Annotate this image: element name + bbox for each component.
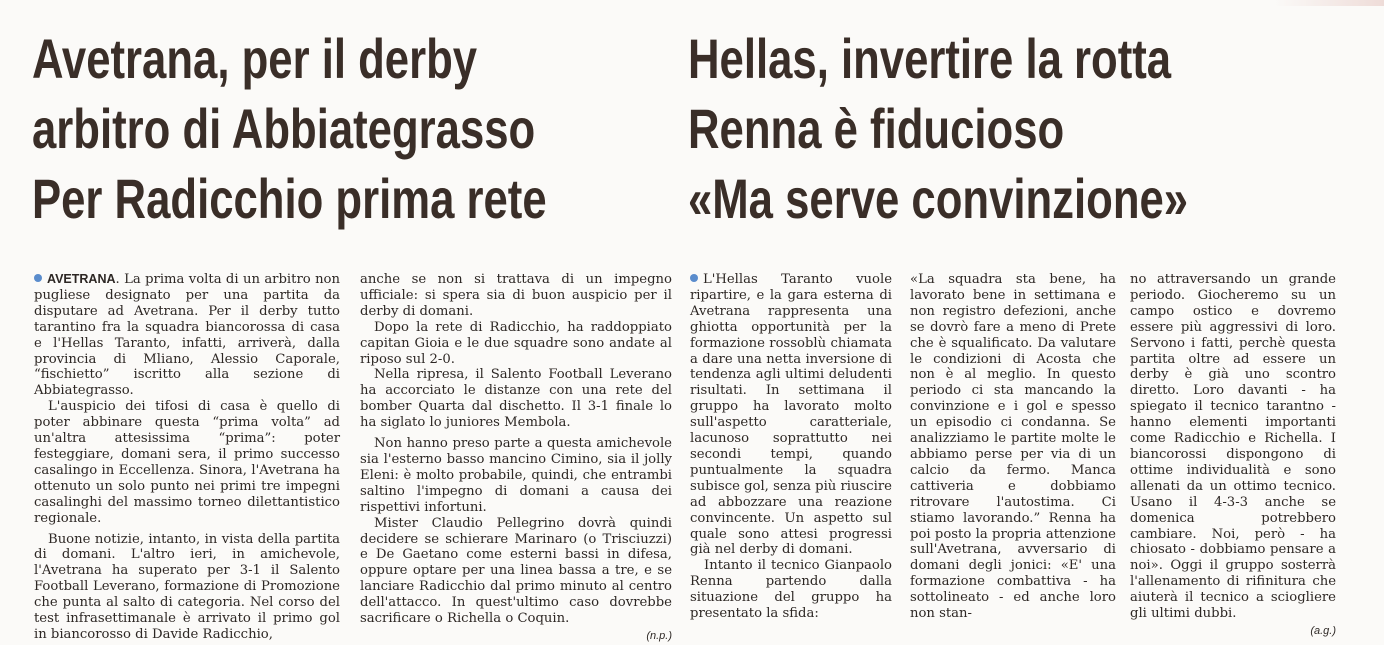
author-signature: (n.p.) bbox=[646, 629, 672, 642]
right-headline-line: Hellas, invertire la rotta bbox=[688, 27, 1172, 90]
paragraph: anche se non si trattava di un impegno ufficiale: si spera sia di buon auspicio per il derby di domani. bbox=[360, 272, 672, 319]
left-article-column-2 bbox=[360, 272, 672, 645]
paragraph: Mister Claudio Pellegrino dovrà quindi decidere se schierare Marinaro (o Trisciuzzi) e De Gaetano come esterni bassi in difesa, oppure optare per una linea bassa a tre, e se lanciare Radicchio dal primo minuto al centro dell'attacco. In quest'ultimo caso dovrebbe sacrificare o Richella o Coquin. bbox=[360, 515, 672, 627]
paragraph: «La squadra sta bene, ha lavorato bene in settimana e non registro defezioni, anche se dovrò fare a meno di Prete che è squalificato. Da valutare le condizioni di Acosta che non è al meglio. In questo periodo ci sta mancando la convinzione e i gol e spesso un episodio ci condanna. Se analizziamo le partite molte le abbiamo perse per via di un calcio da fermo. Manca cattiveria e dobbiamo ritrovare l'autostima. Ci stiamo lavorando.” Renna ha poi posto la propria attenzione sull'Avetrana, avversario di domani degli jonici: «E' una formazione combattiva - ha sottolineato - ed anche loro non stan- bbox=[910, 272, 1116, 622]
paragraph bbox=[690, 272, 892, 558]
right-headline-line: «Ma serve convinzione» bbox=[688, 167, 1189, 230]
author-signature: (a.g.) bbox=[1310, 624, 1336, 637]
paragraph: Dopo la rete di Radicchio, ha raddoppiato capitan Gioia e le due squadre sono andate al riposo sul 2-0. bbox=[360, 319, 672, 367]
paragraph: Buone notizie, intanto, in vista della partita di domani. L'altro ieri, in amichevole, l'Avetrana ha superato per 3-1 il Salento Football Leverano, formazione di Promozione che punta al salto di categoria. Nel corso del test infrasettimanale è arrivato il primo gol in biancorosso di Davide Radicchio, bbox=[34, 531, 340, 642]
paragraph-text: L'Hellas Taranto vuole ripartire, e la gara esterna di Avetrana rappresenta una ghiotta opportunità per la formazione rossoblù chiamata a dare una netta inversione di tendenza agli ultimi deludenti risultati. In settimana il gruppo ha lavorato molto sull'aspetto caratteriale, lacunoso soprattutto nei secondi tempi, quando puntualmente la squadra subisce gol, senza più riuscire ad abbozzare una reazione convincente. Un aspetto sul quale sono attesi progressi già nel derby di domani. bbox=[690, 272, 892, 558]
paragraph bbox=[34, 272, 340, 399]
left-headline-line: Avetrana, per il derby bbox=[32, 27, 478, 90]
paragraph: no attraversando un grande periodo. Giocheremo su un campo ostico e dovremo essere più aggressivi di loro. Servono i fatti, perchè questa partita oltre ad essere un derby è già uno scontro diretto. Loro davanti - ha spiegato il tecnico tarantno - hanno elementi importanti come Radicchio e Richella. I biancorossi dispongono di ottime individualità e sono allenati da un ottimo tecnico. Usano il 4-3-3 anche se domenica potrebbero cambiare. Noi, però - ha chiosato - dobbiamo pensare a noi». Oggi il gruppo sosterrà l'allenamento di rifinitura che aiuterà il tecnico a sciogliere gli ultimi dubbi. bbox=[1130, 272, 1336, 622]
right-article-column-3 bbox=[1130, 272, 1336, 640]
page-edge-shade bbox=[1274, 0, 1384, 6]
left-headline bbox=[32, 24, 547, 234]
right-article-column-1 bbox=[690, 272, 892, 622]
bullet-icon bbox=[690, 274, 698, 282]
left-headline-line: arbitro di Abbiategrasso bbox=[32, 97, 536, 160]
bullet-icon bbox=[34, 274, 42, 282]
left-article-column-1 bbox=[34, 272, 340, 643]
right-article-column-2 bbox=[910, 272, 1116, 622]
right-headline bbox=[688, 24, 1188, 234]
paragraph-text: . La prima volta di un arbitro non pugliese designato per una partita da disputare ad Avetrana. Per il derby tutto tarantino fra la squadra biancorossa di casa e l'Hellas Taranto, infatti, arriverà, dalla provincia di Mliano, Alessio Caporale, “fischietto” iscritto alla sezione di Abbiategrasso. bbox=[34, 272, 340, 399]
paragraph: Nella ripresa, il Salento Football Leverano ha accorciato le distanze con una rete del bomber Quarta dal dischetto. Il 3-1 finale lo ha siglato lo juniores Membola. bbox=[360, 367, 672, 431]
paragraph: Non hanno preso parte a questa amichevole sia l'esterno basso mancino Cimino, sia il jolly Eleni: è molto probabile, quindi, che entrambi saltino l'impegno di domani a causa dei rispettivi infortuni. bbox=[360, 436, 672, 515]
left-headline-line: Per Radicchio prima rete bbox=[32, 167, 547, 230]
right-headline-line: Renna è fiducioso bbox=[688, 97, 1065, 160]
paragraph: L'auspicio dei tifosi di casa è quello di poter abbinare questa “prima volta” ad un'altra attesissima “prima”: poter festeggiare, domani sera, il primo successo casalingo in Eccellenza. Sinora, l'Avetrana ha ottenuto un solo punto nei primi tre impegni casalinghi del massimo torneo dilettantistico regionale. bbox=[34, 399, 340, 526]
dateline-kicker: AVETRANA bbox=[47, 272, 116, 286]
paragraph: Intanto il tecnico Gianpaolo Renna partendo dalla situazione del gruppo ha presentato la sfida: bbox=[690, 558, 892, 622]
